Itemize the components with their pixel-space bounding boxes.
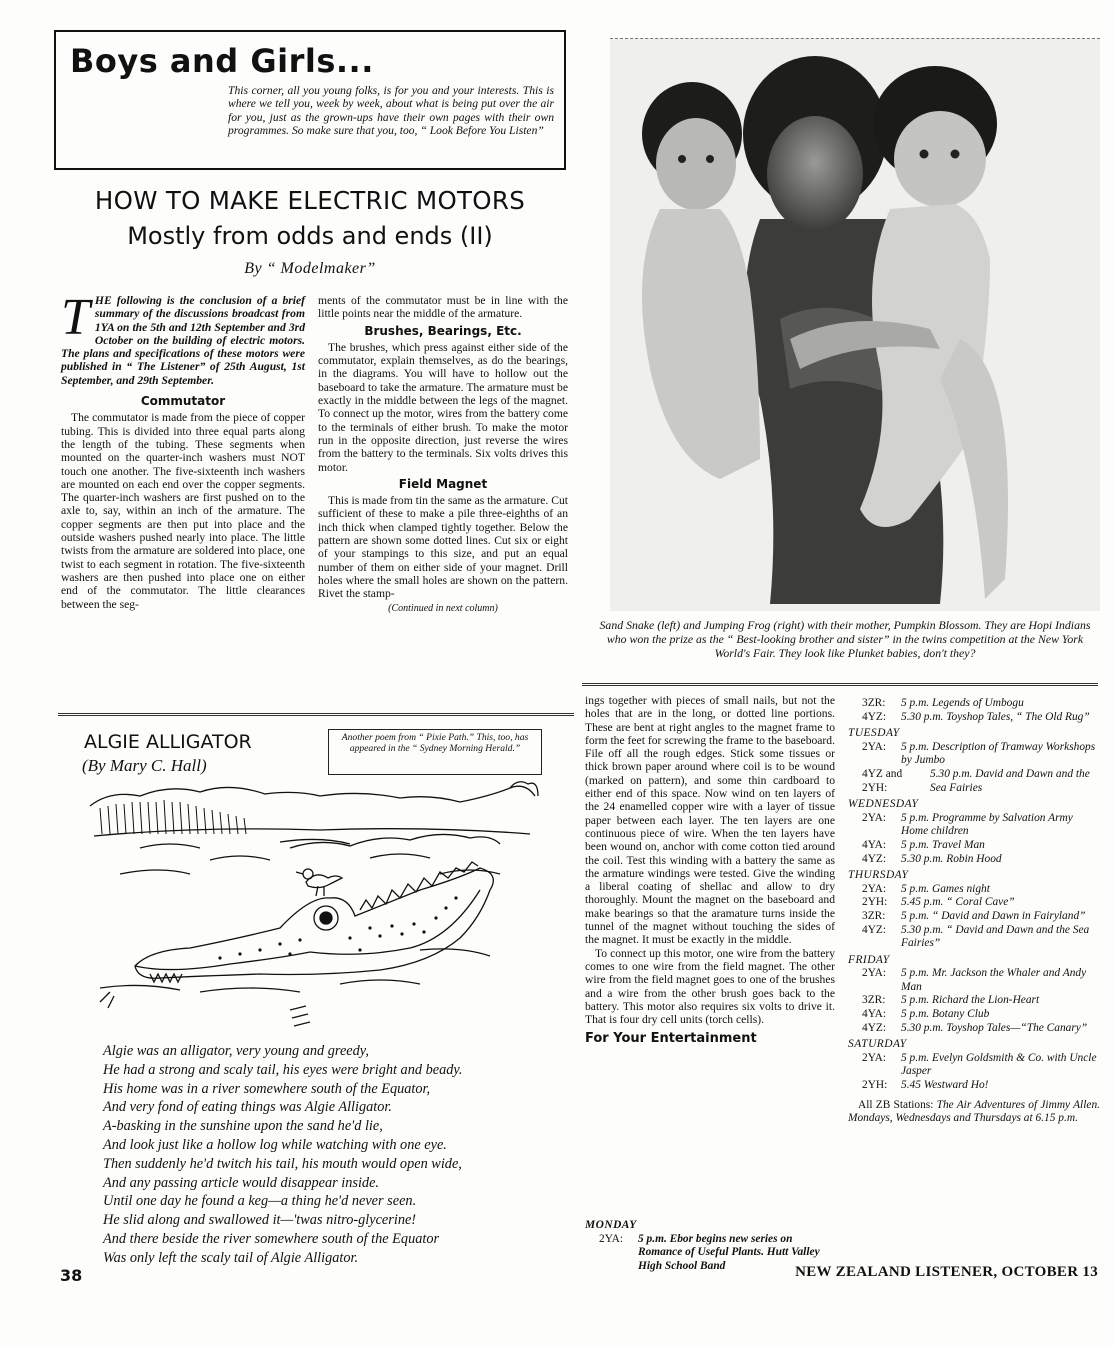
station: 4YA: (862, 1008, 887, 1021)
poem-line: He slid along and swallowed it—'twas nitro-glycerine! (103, 1212, 417, 1229)
hopi-twins-photo (610, 39, 1100, 611)
article-column-3 (585, 694, 835, 1046)
programme: 5 p.m. Legends of Umbogu (901, 697, 1024, 709)
programme: 5 p.m. Evelyn Goldsmith & Co. with Uncle Jasper (901, 1051, 1097, 1078)
poem-line: His home was in a river somewhere south of the Equator, (103, 1080, 431, 1097)
station: 3ZR: (862, 697, 886, 709)
schedule-item (848, 910, 1100, 924)
poem-line: And very fond of eating things was Algie Alligator. (103, 1099, 392, 1116)
programme: 5.30 p.m. “ David and Dawn and the Sea Fairies” (901, 923, 1090, 950)
station: 4YA: (862, 838, 887, 851)
schedule-item (848, 1052, 1100, 1079)
programme: 5.30 p.m. Robin Hood (901, 852, 1002, 865)
schedule-item (848, 994, 1100, 1008)
article-intro (61, 289, 305, 387)
schedule-item (848, 1008, 1100, 1022)
drop-cap: T (61, 289, 90, 346)
poem-body (103, 1042, 563, 1268)
programme: 5 p.m. Botany Club (901, 1008, 990, 1021)
schedule-item (848, 697, 1100, 711)
poem-line: Until one day he found a keg—a thing he'd never seen. (103, 1193, 417, 1210)
programme: 5.30 p.m. Toyshop Tales—“The Canary” (901, 1021, 1088, 1034)
programme: 5 p.m. Programme by Salvation Army Home children (901, 811, 1073, 838)
article-subtitle: Mostly from odds and ends (II) (127, 222, 493, 250)
poem-line: He had a strong and scaly tail, his eyes were bright and beady. (103, 1061, 463, 1078)
heading-commutator: Commutator (140, 394, 226, 409)
station: 2YA: (862, 882, 887, 895)
para-continued-1: ings together with pieces of small nails, but not the holes that are in the long, or dotted line portions. These are bent at right angles to the magnet frame to form the feet for screwing the frame to the baseboard. File off all the rough edges. Stick some tissues or thick brown paper around where coil is to be wound (marked on pattern), and some thin cardboard to either end of this space. Now wind on ten layers of the 24 enamelled copper wire with a layer of tissue paper between each layer. The ten layers are one continuous piece of wire. When the ten layers have been wound on, anchor with come cotton tied around the coil. Test this winding with a battery the same as the armature windings were tested. Give the winding a liberal coating of shellac and allow to dry thoroughly. Mount the magnet on the baseboard and make bearings so that the aramature turns inside the tunnel of the magnet without touching the sides of the magnet. It must be exactly in the middle. (585, 694, 835, 947)
page-number: 38 (60, 1266, 83, 1285)
schedule-column (848, 697, 1100, 1126)
day-label: TUESDAY (848, 727, 900, 740)
day-label: THURSDAY (848, 869, 909, 882)
programme: 5.45 Westward Ho! (901, 1079, 989, 1092)
article-column-2 (318, 294, 568, 615)
article-byline: By “ Modelmaker” (244, 260, 376, 277)
programme: 5.45 p.m. “ Coral Cave” (901, 896, 1015, 909)
header-box (54, 30, 566, 170)
station: 4YZ: (862, 710, 887, 723)
header-intro: This corner, all you young folks, is for you and your interests. This is where we tell you, week by week, about what is being put over the air for you, just as the grown-ups have their own pages with their own programmes. So make sure that you, too, “ Look Before You Listen” (228, 84, 554, 137)
programme: 5 p.m. Richard the Lion-Heart (901, 994, 1040, 1007)
schedule-item (848, 768, 1100, 795)
day-label: SATURDAY (848, 1038, 907, 1051)
station: 4YZ: (862, 852, 887, 865)
heading-field-magnet: Field Magnet (398, 476, 488, 491)
station: 2YA: (862, 1051, 887, 1064)
section-divider (58, 713, 574, 716)
publication-footer: NEW ZEALAND LISTENER, OCTOBER 13 (795, 1264, 1098, 1280)
zb-text: The Air Adventures of Jimmy Allen. Mondays, Wednesdays and Thursdays at 6.15 p.m. (848, 1098, 1100, 1125)
photo-caption: Sand Snake (left) and Jumping Frog (right) with their mother, Pumpkin Blossom. They are Hopi Indians who won the prize as the “ Best-looking brother and sister” in the twins competition at the New York World's Fair. They look like Plunket babies, don't they? (599, 618, 1091, 660)
programme: 5 p.m. Travel Man (901, 838, 985, 851)
continued-note: (Continued in next column) (388, 602, 498, 614)
section-divider-right (582, 683, 1098, 686)
schedule-heading: For Your Entertainment (585, 1031, 757, 1047)
poem-note: Another poem from “ Pixie Path.” This, too, has appeared in the “ Sydney Morning Herald.” (341, 732, 529, 754)
header-title: Boys and Girls... (70, 42, 374, 80)
poem-author: (By Mary C. Hall) (82, 756, 207, 775)
programme: 5 p.m. Games night (901, 882, 990, 895)
day-label: WEDNESDAY (848, 798, 919, 811)
station: 3ZR: (862, 909, 886, 922)
poem-title: ALGIE ALLIGATOR (84, 731, 252, 753)
schedule-item (848, 967, 1100, 994)
station: 2YH: (862, 1079, 888, 1092)
schedule-item (848, 839, 1100, 853)
station: 2YA: (862, 740, 887, 753)
para-brushes: The brushes, which press against either side of the commutator, explain themselves, as do the bearings, in the diagrams. You will have to hollow out the baseboard to take the armature. The armature must be exactly in the middle between the legs of the magnet. To connect up the motor, wires from the battery come to the terminals of either brush. To make the motor run in the opposite direction, just reverse the wires from the battery to the terminals. Six volts drives this motor. (318, 340, 568, 474)
article-column-1 (61, 289, 305, 611)
para-continued-2: To connect up this motor, one wire from the battery comes to one wire from the field magnet. The other wire from the field magnet goes to one of the brushes and a wire from the other brush goes back to the battery. This motor also requires six volts to drive it. That is four dry cell units (torch cells). (585, 946, 835, 1027)
para-field-magnet: This is made from tin the same as the armature. Cut sufficient of these to make a pile three-eighths of an inch thick when clamped tightly together. Below the pattern are shown some dotted lines. Cut six or eight of your stampings to this size, and put an equal number of them on either side of your magnet. Drill holes where the small holes are shown on the pattern. Rivet the stamp- (318, 494, 568, 601)
poem-line: Was only left the scaly tail of Algie Alligator. (103, 1249, 359, 1266)
intro-text: HE following is the conclusion of a brief summary of the discussions broadcast from 1YA on the 5th and 12th September and 3rd October on the building of electric motors. The plans and specifications of these motors were published in “ The Listener” of 25th August, 1st September, and 29th September. (61, 294, 305, 387)
programme: 5.30 p.m. Toyshop Tales, “ The Old Rug” (901, 710, 1090, 723)
programme: 5 p.m. Ebor begins new series on Romance of Useful Plants. Hutt Valley High School Band (638, 1232, 820, 1272)
station: 4YZ: (862, 923, 887, 936)
station: 2YA: (599, 1232, 624, 1245)
zb-label: All ZB Stations: (858, 1098, 934, 1111)
schedule-item (848, 741, 1100, 768)
poem-line: And look just like a hollow log while watching with one eye. (103, 1136, 447, 1153)
para-commutator-cont: ments of the commutator must be in line with the little points near the middle of the armature. (318, 294, 568, 321)
photo-frame (610, 38, 1100, 611)
heading-brushes: Brushes, Bearings, Etc. (364, 323, 522, 338)
station: 4YZ and 2YH: (862, 767, 903, 794)
poem-line: And any passing article would disappear inside. (103, 1174, 379, 1191)
station: 4YZ: (862, 1021, 887, 1034)
day-label: MONDAY (585, 1219, 637, 1231)
poem-line: Then suddenly he'd twitch his tail, his mouth would open wide, (103, 1155, 462, 1172)
schedule-item (848, 853, 1100, 867)
programme: 5.30 p.m. David and Dawn and the Sea Fairies (930, 767, 1090, 794)
station: 2YA: (862, 811, 887, 824)
poem-line: And there beside the river somewhere south of the Equator (103, 1230, 440, 1247)
schedule-item (848, 812, 1100, 839)
station: 2YH: (862, 896, 888, 909)
schedule-item (848, 896, 1100, 910)
station: 3ZR: (862, 994, 886, 1007)
day-label: FRIDAY (848, 953, 890, 966)
article-title: HOW TO MAKE ELECTRIC MOTORS (94, 186, 526, 215)
alligator-illustration (80, 778, 550, 1032)
schedule-item (848, 924, 1100, 951)
programme: 5 p.m. “ David and Dawn in Fairyland” (901, 909, 1086, 922)
station: 2YA: (862, 967, 887, 980)
poem-line: Algie was an alligator, very young and greedy, (103, 1043, 369, 1059)
poem-line: A-basking in the sunshine upon the sand he'd lie, (103, 1118, 383, 1135)
poem-note-box (328, 729, 542, 775)
schedule-item (848, 1079, 1100, 1093)
schedule-item (848, 1022, 1100, 1036)
schedule-item (848, 883, 1100, 897)
zb-note (848, 1099, 1100, 1126)
para-commutator: The commutator is made from the piece of copper tubing. This is divided into three equal parts along the length of the tubing. These segments when mounted on the quarter-inch washers must NOT touch one another. The five-sixteenth inch washers are mounted on each end over the copper segments. The quarter-inch washers are first pushed on to the axle to, say, within an inch of the armature. The copper segments are then put into place and the outside washers pushed nearly into place. The little twists from the armature are soldered into place, one twist to each segment in rotation. The five-sixteenth washers are then pushed into place one on either end of the commutator. The little clearances between the seg- (61, 411, 305, 611)
programme: 5 p.m. Mr. Jackson the Whaler and Andy Man (901, 967, 1087, 993)
schedule-item (848, 711, 1100, 725)
programme: 5 p.m. Description of Tramway Workshops by Jumbo (901, 740, 1096, 767)
